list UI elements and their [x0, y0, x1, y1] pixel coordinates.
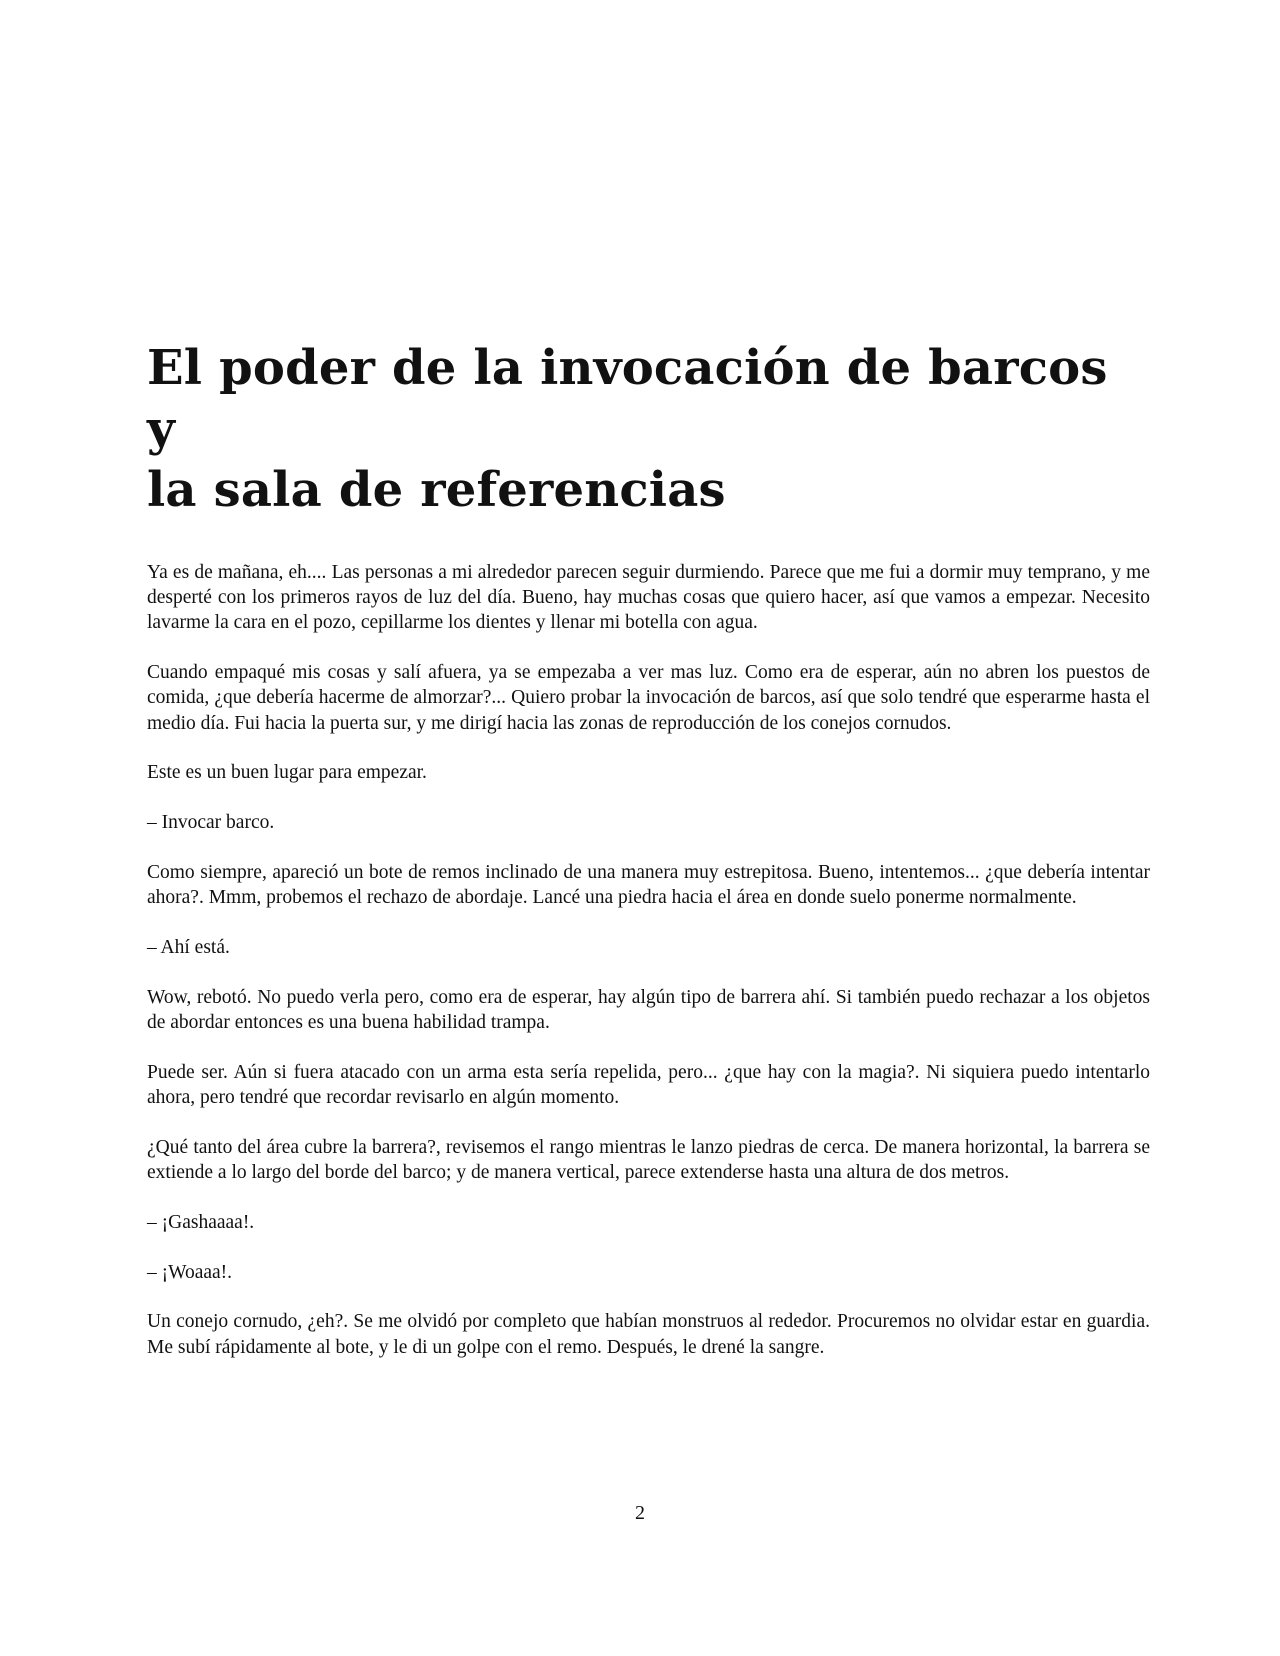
- chapter-title-line-1: El poder de la invocación de barcos y: [147, 340, 1108, 457]
- chapter-title: [147, 338, 1147, 521]
- paragraph: Cuando empaqué mis cosas y salí afuera, ya se empezaba a ver mas luz. Como era de esperar, aún no abren los puestos de comida, ¿que debería hacerme de almorzar?... Quiero probar la invocación de barcos, así que solo tendré que esperarme hasta el medio día. Fui hacia la puerta sur, y me dirigí hacia las zonas de reproducción de los conejos cornudos.: [147, 662, 1150, 734]
- dialogue-line: – ¡Woaaa!.: [147, 1261, 233, 1283]
- dialogue-line: – Invocar barco.: [147, 812, 275, 834]
- paragraph: Ya es de mañana, eh.... Las personas a mi alrededor parecen seguir durmiendo. Parece que me fui a dormir muy temprano, y me desperté con los primeros rayos de luz del día. Bueno, hay muchas cosas que quiero hacer, así que vamos a empezar. Necesito lavarme la cara en el pozo, cepillarme los dientes y llenar mi botella con agua.: [147, 562, 1150, 634]
- page-number: 2: [635, 1502, 645, 1524]
- chapter-title-line-2: la sala de referencias: [147, 462, 726, 518]
- paragraph: Wow, rebotó. No puedo verla pero, como era de esperar, hay algún tipo de barrera ahí. Si también puedo rechazar a los objetos de abordar entonces es una buena habilidad trampa.: [147, 986, 1150, 1033]
- paragraph: Puede ser. Aún si fuera atacado con un arma esta sería repelida, pero... ¿que hay con la magia?. Ni siquiera puedo intentarlo ahora, pero tendré que recordar revisarlo en algún momento.: [147, 1061, 1150, 1108]
- dialogue-line: – ¡Gashaaaa!.: [147, 1211, 255, 1233]
- paragraph: Un conejo cornudo, ¿eh?. Se me olvidó por completo que habían monstruos al rededor. Procuremos no olvidar estar en guardia. Me subí rápidamente al bote, y le di un golpe con el remo. Después, le drené la sangre.: [147, 1311, 1150, 1358]
- chapter-body: [147, 560, 1150, 1384]
- paragraph: Como siempre, apareció un bote de remos inclinado de una manera muy estrepitosa. Bueno, intentemos... ¿que debería intentar ahora?. Mmm, probemos el rechazo de abordaje. Lancé una piedra hacia el área en donde suelo ponerme normalmente.: [147, 862, 1150, 909]
- dialogue-line: – Ahí está.: [147, 937, 230, 958]
- paragraph: Este es un buen lugar para empezar.: [147, 762, 427, 784]
- paragraph: ¿Qué tanto del área cubre la barrera?, revisemos el rango mientras le lanzo piedras de cerca. De manera horizontal, la barrera se extiende a lo largo del borde del barco; y de manera vertical, parece extenderse hasta una altura de dos metros.: [147, 1136, 1150, 1183]
